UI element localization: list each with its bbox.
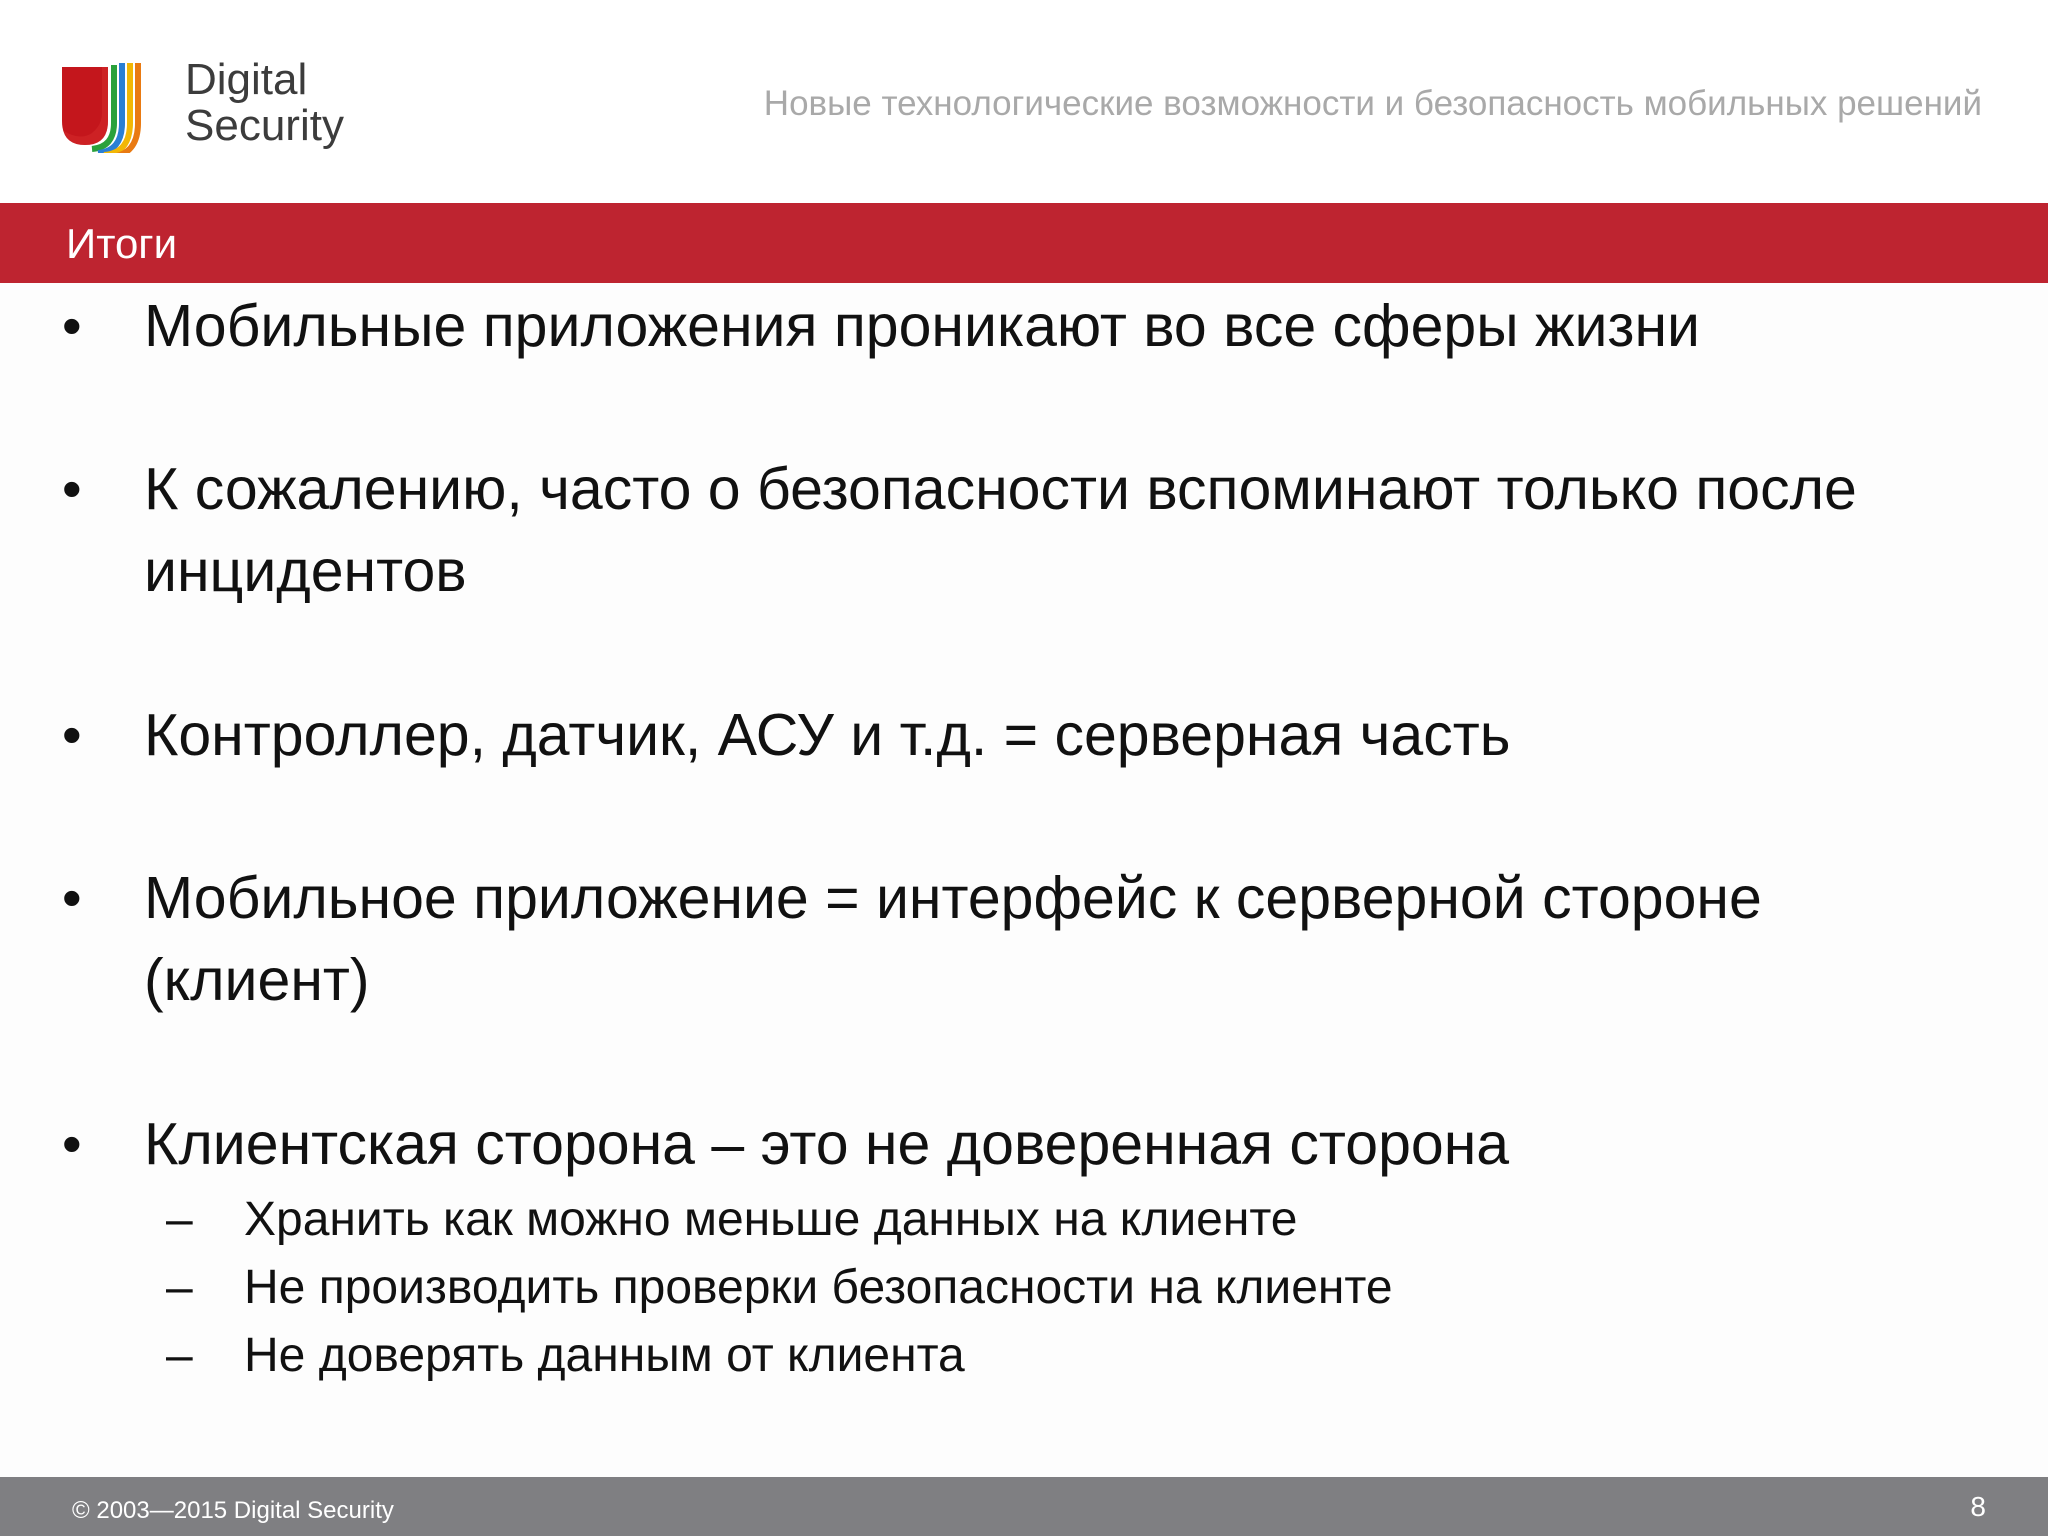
sub-bullet-marker: – (166, 1329, 193, 1382)
sub-bullet-marker: – (166, 1261, 193, 1314)
bullet-marker: • (62, 457, 82, 520)
section-title: Итоги (66, 220, 178, 267)
bullet-text: Контроллер, датчик, АСУ и т.д. = серверная часть (144, 702, 1511, 768)
slide-footer (0, 1477, 2048, 1536)
bullet-marker: • (62, 294, 82, 357)
logo-wordmark (185, 57, 344, 149)
bullet-marker: • (62, 1112, 82, 1175)
logo-line-digital: Digital (185, 55, 308, 104)
sub-bullet-text: Не производить проверки безопасности на клиенте (244, 1261, 1393, 1314)
section-bar (0, 203, 2048, 283)
bullet-text: Мобильные приложения проникают во все сферы жизни (144, 293, 1701, 359)
page-number: 8 (1970, 1491, 1986, 1522)
copyright-text: © 2003—2015 Digital Security (72, 1497, 394, 1524)
sub-bullet-marker: – (166, 1193, 193, 1246)
logo-line-security: Security (185, 101, 344, 150)
sub-bullet-text: Не доверять данным от клиента (244, 1329, 965, 1382)
shield-logo-icon (62, 61, 172, 153)
bullet-text: Клиентская сторона – это не доверенная сторона (144, 1111, 1510, 1177)
sub-bullet-text: Хранить как можно меньше данных на клиенте (244, 1193, 1298, 1246)
bullet-text: К сожалению, часто о безопасности вспоминают только после инцидентов (144, 456, 1857, 604)
digital-security-logo (62, 55, 362, 165)
bullet-marker: • (62, 866, 82, 929)
presentation-subtitle: Новые технологические возможности и безопасность мобильных решений (763, 84, 1982, 123)
bullet-text: Мобильное приложение = интерфейс к серверной стороне (клиент) (144, 865, 1762, 1013)
slide-header (0, 0, 2048, 203)
bullet-marker: • (62, 703, 82, 766)
